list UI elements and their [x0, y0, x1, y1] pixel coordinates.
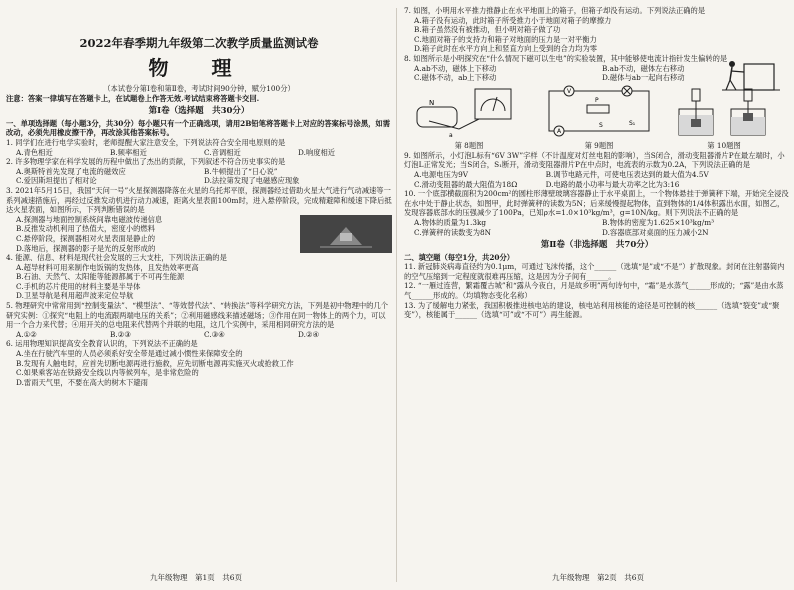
- option: B.牛顿提出了“日心说”: [204, 166, 278, 176]
- page-right: [404, 6, 790, 320]
- option: D.容器底部对桌面的压力减小2N: [602, 227, 709, 237]
- option: B.频率相近: [110, 147, 147, 157]
- q7-block: [404, 6, 790, 54]
- svg-text:P: P: [595, 96, 599, 104]
- option: B.石油、天然气、太阳能等能源都属于不可再生能源: [16, 272, 185, 282]
- question-stem: 5. 物理研究中常常用到“控制变量法”、“模型法”、“等效替代法”、“转换法”等科学研究方法，下列是初中物理中的几个研究实例：①探究“电阻上的电流跟两端电压的关系”；②利用磁感线来描述磁场；③作用在同一物体上的两个力，可以用一个合力来代替；④用开关的总电阻来代替两个并联的电阻，这几个实例中，采用相同研究方法的是: [6, 301, 389, 330]
- option: A.坐在行驶汽车里的人员必须系好安全带是通过减小惯性来保障安全的: [16, 349, 243, 359]
- option: A.奥斯特首先发现了电流的磁效应: [16, 166, 126, 176]
- option: D.②④: [298, 329, 319, 339]
- option-row: [6, 330, 392, 340]
- option: A.物体的质量为1.3kg: [414, 217, 487, 227]
- option: B.物体的密度为1.625×10³kg/m³: [602, 217, 715, 227]
- option-row: [404, 170, 790, 180]
- option-row: [404, 228, 790, 238]
- subject-title: 物 理: [148, 56, 250, 80]
- question-stem: 12. “一雁过连营，繁霜覆古城”和“露从今夜白，月是故乡明”两句诗句中，“霜”是水蒸气______形成的；“露”是由水蒸气______形成的。（均填物态变化名称）: [404, 281, 784, 301]
- option: B.箱子虽然没有被推动，但小明对箱子做了功: [414, 25, 561, 35]
- option: C.音调相近: [204, 147, 241, 157]
- svg-text:V: V: [567, 87, 572, 95]
- option: D.落地后，探测器的影子是光的反射形成的: [16, 243, 156, 253]
- question-stem: 4. 能源、信息、材料是现代社会发展的三大支柱，下列说法正确的是: [6, 253, 227, 263]
- svg-text:a: a: [449, 131, 453, 139]
- option: A.探测器与地面控制系统间靠电磁波传递信息: [16, 214, 163, 224]
- option: C.滑动变阻器的最大阻值为18Ω: [414, 179, 518, 189]
- option: C.手机的芯片使用的材料主要是半导体: [16, 281, 141, 291]
- option: D.卫星导航是利用超声波来定位导航: [16, 291, 134, 301]
- figure-8-caption: 第 8题图: [454, 141, 484, 151]
- figure-9-caption: 第 9题图: [584, 141, 614, 151]
- option: C.悬停阶段，探测器相对火星表面是静止的: [16, 233, 155, 243]
- column-divider: [396, 8, 397, 582]
- page-left: [6, 6, 392, 387]
- figure-9: [534, 85, 664, 151]
- mars-lander-photo: [300, 215, 392, 253]
- option: D.电路的最小功率与最大功率之比为3:16: [545, 179, 680, 189]
- option: A.箱子没有运动，此时箱子所受推力小于地面对箱子的摩擦力: [414, 15, 612, 25]
- option: A.ab不动，磁体上下移动: [414, 63, 497, 73]
- option: D.箱子此时在水平方向上和竖直方向上受到的合力均为零: [414, 44, 598, 54]
- magnet-galvanometer-figure: [409, 85, 529, 139]
- question-stem: 13. 为了缓解电力紧张，我国积极推进核电站的建设，核电站利用核能的途径是可控制的核______（选填“裂变”或“聚变”），核能属于______（选填“可”或“不可”）再生能源。: [404, 300, 780, 320]
- q3-body: [6, 215, 392, 253]
- push-box-figure: [722, 56, 780, 96]
- option: B.②③: [110, 329, 131, 339]
- option: D.法拉第发现了电磁感应现象: [204, 176, 300, 186]
- question-stem: 7. 如图，小明用水平推力推静止在水平地面上的箱子，但箱子却没有运动。下列说法正确的是: [404, 6, 706, 15]
- circuit-diagram-figure: [539, 85, 659, 139]
- option: D.雷雨天气里，不要在高大的树木下避雨: [16, 377, 148, 387]
- option: C.如果乘客站在铁路安全线以内等候列车，是非常危险的: [16, 368, 199, 378]
- option: B.ab不动，磁体左右移动: [602, 63, 685, 73]
- question-stem: 1. 同学们在进行电学实验时，老师提醒大家注意安全，下列说法符合安全用电原则的是: [6, 137, 286, 147]
- option: A.电源电压为9V: [414, 169, 468, 179]
- option: C.弹簧秤的读数变为8N: [414, 227, 492, 237]
- page-footer-right: 九年级物理 第2页 共6页: [552, 573, 645, 582]
- fill-section-title: 二、填空题（每空1分，共20分）: [404, 252, 515, 262]
- option: A.①②: [16, 329, 37, 339]
- svg-text:N: N: [429, 98, 435, 107]
- page-footer-left: 九年级物理 第1页 共6页: [150, 573, 243, 582]
- exam-note: 注意：答案一律填写在答题卡上，在试题卷上作答无效.考试结束将答题卡交回.: [6, 93, 260, 103]
- question-stem: 6. 运用物理知识提高安全教育认识的，下列说法不正确的是: [6, 339, 198, 349]
- option: A.超导材料可用来制作电饭锅的发热体，且发热效率更高: [16, 262, 199, 272]
- svg-text:S: S: [599, 121, 603, 129]
- question-stem: 10. 一个底部横截面积为200cm²的圆柱形薄壁玻璃容器静止于水平桌面上，一个物体悬挂于弹簧秤下端，开始完全浸没在水中处于静止状态，如图甲，此时弹簧秤的读数为5N；后来缓慢提起物体，直到物体的1/4体积露出水面，如图乙，发现容器底部水的压强减少了100Pa，已知ρ水=1.0×10³kg/m³，g=10N/kg。则下列说法不正确的是: [404, 189, 789, 218]
- option: C.地面对箱子的支持力和箱子对地面的压力是一对平衡力: [414, 34, 597, 44]
- exam-info: （本试卷分第Ⅰ卷和第Ⅱ卷，考试时间90分钟，赋分100分）: [103, 84, 295, 93]
- question-stem: 11. 新冠肺炎病毒直径约为0.1μm，可通过飞沫传播，这个______（选填“是”或“不是”）扩散现象。封闭在注射器筒内的空气压缩到一定程度就很难再压缩，这是因为分子间有______。: [404, 262, 785, 281]
- part2-title: 第Ⅱ卷（非选择题 共70分）: [540, 240, 654, 251]
- option: B.反推发动机利用了热值大，密度小的燃料: [16, 224, 156, 234]
- option: B.调节电路元件，可使电压表达到的最大值为4.5V: [545, 169, 709, 179]
- option-row: [404, 218, 790, 228]
- question-stem: 3. 2021年5月15日，我国“天问一号”火星探测器降落在火星的乌托邦平原，探测器经过借助火星大气进行气动减速等一系列减速措施后，再经过反推发动机进行动力减速，距离火星表面100m时，进入悬停阶段，完成精避障和缓速下降后抵达火星表面，如图所示，下列判断错误的是: [6, 185, 392, 215]
- option: C.爱因斯坦提出了相对论: [16, 176, 97, 186]
- figure-8: [404, 85, 534, 151]
- option: B.发现有人触电时，应首先切断电源再进行施救，应先切断电源再实施灭火或抢救工作: [16, 358, 294, 368]
- option-row: [6, 167, 392, 177]
- section-instructions: 一、单项选择题（每小题3分，共30分）每小题只有一个正确选项，请用2B铅笔将答题卡上对应的答案标号涂黑，如需改动，必须先用橡皮擦干净，再改涂其他答案标号。: [6, 118, 391, 138]
- option-row: [404, 180, 790, 190]
- question-stem: 8. 如图所示是小明探究在“什么情况下磁可以生电”的实验装置，其中能够使电流计指针发生偏转的是: [404, 53, 728, 63]
- svg-text:A: A: [557, 127, 562, 135]
- option: C.磁体不动，ab上下移动: [414, 73, 497, 83]
- option: D.响度相近: [298, 147, 336, 157]
- option: C.③④: [204, 329, 225, 339]
- question-stem: 9. 如图所示，小灯泡L标有“6V 3W”字样（不计温度对灯丝电阻的影响），当S闭合，滑动变阻器滑片P在最左端时，小灯泡L正常发光；当S闭合，S₁断开，滑动变阻器滑片P在中点时，电流表的示数为0.2A，下列说法正确的是: [404, 150, 785, 170]
- figure-10-caption: 第 10题图: [707, 141, 741, 151]
- svg-text:S₁: S₁: [629, 119, 636, 127]
- option-row: [6, 148, 392, 158]
- exam-title: 2022年春季期九年级第二次教学质量监测试卷: [79, 36, 319, 50]
- part1-title: 第Ⅰ卷（选择题 共30分）: [148, 106, 250, 117]
- option-row: [6, 176, 392, 186]
- question-stem: 2. 许多物理学家在科学发展的历程中做出了杰出的贡献，下列叙述不符合历史事实的是: [6, 157, 286, 167]
- option: D.磁体与ab一起向右移动: [602, 73, 685, 83]
- option: A.青色相近: [16, 147, 53, 157]
